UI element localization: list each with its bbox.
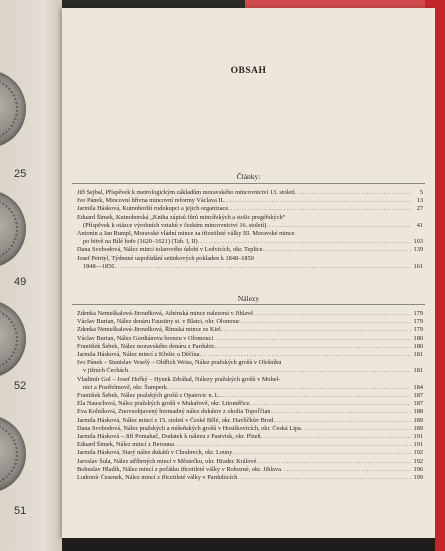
toc-page-number: 5 — [419, 189, 423, 196]
toc-entry — [77, 335, 423, 343]
toc-page-number: 179 — [413, 326, 423, 334]
dot-leader — [240, 318, 411, 326]
toc-entry-text: 1848—1850 — [83, 262, 115, 270]
toc-entry — [77, 384, 423, 392]
toc-page-number: 103 — [413, 238, 423, 246]
dot-leader — [256, 458, 411, 466]
dot-leader — [232, 449, 411, 457]
toc-entry-text: Zdenka Nemeškalová-Jiroudková, Athénská mince nalezená v Jihlavě — [77, 310, 254, 317]
toc-entry — [77, 441, 423, 449]
dot-leader — [220, 392, 411, 400]
toc-page-number: 184 — [413, 383, 423, 391]
toc-entry-text: Václav Burian, Nález denáru Faustiny st. v Blatci, okr. Olomouc — [77, 318, 240, 326]
toc-entry — [77, 400, 423, 408]
dot-leader — [261, 433, 411, 441]
facing-page — [0, 0, 62, 551]
section-heading-articles: Články: — [236, 172, 261, 181]
toc-entry-text: Ivo Pánek, Mincovní hřivna mincovní reformy Václava II. — [77, 197, 225, 205]
toc-entry-text: Jaroslav Šula, Nález stříbrných mincí v Městečku, okr. Hradec Králové — [77, 457, 257, 465]
toc-entry — [77, 343, 423, 351]
coin-image — [0, 70, 26, 148]
toc-entry — [77, 246, 423, 254]
toc-entry — [77, 376, 423, 384]
toc-page-number: 27 — [416, 205, 423, 213]
toc-entry — [77, 318, 423, 326]
dot-leader — [295, 189, 411, 197]
divider — [72, 304, 425, 305]
toc-page-number: 192 — [413, 449, 423, 457]
toc-page-number: 139 — [413, 246, 423, 254]
toc-entry-text: Antonín a Jan Rumpl, Moravské vládní mince za třicetileté války III. Moravské mince — [77, 230, 295, 238]
plate-number: 51 — [14, 505, 27, 517]
dot-leader — [199, 351, 411, 359]
page-bottom-shadow — [62, 538, 435, 551]
dot-leader — [301, 425, 411, 433]
toc-entry-text: Jarmila Hásková, Nález mincí z Křešic u Děčína — [77, 351, 200, 359]
toc-entry-text: Zdenka Nemeškalová-Jiroudková, Římská mince ze Kiel — [77, 326, 221, 334]
toc-page-number: 187 — [413, 392, 423, 400]
toc-entry — [77, 433, 423, 441]
toc-page-number: 191 — [413, 433, 423, 441]
dot-leader — [174, 441, 411, 449]
toc-entry — [77, 326, 423, 334]
toc-page-number: 189 — [413, 416, 423, 424]
plate-number: 25 — [14, 168, 27, 180]
toc-entry-text: Dana Svobodová, Nález pražských a míšeňských grošů v Hostíkovicích, okr. Česká Lípa — [77, 424, 301, 432]
contents-page — [62, 8, 435, 538]
dot-leader — [128, 367, 411, 375]
toc-page-number: 179 — [413, 318, 423, 326]
toc-page-number: 196 — [413, 465, 423, 473]
toc-entry — [77, 214, 423, 222]
toc-entry-text: Ela Nauschová, Nález pražských grošů v Mukařově, okr. Litoměřice — [77, 400, 250, 408]
coin-image — [0, 300, 26, 378]
toc-entry — [77, 189, 423, 197]
toc-entry-text: Eva Kolníková, Znovuobjavený hromadný nález dukátov z okolia Topoľčian — [77, 408, 271, 416]
dot-leader — [266, 222, 411, 230]
toc-entry-text: Josef Petrtyl, Týdenné uspořádání setinkových pokladen k 1848–1850 — [77, 254, 254, 262]
toc-entry — [77, 458, 423, 466]
dot-leader — [198, 238, 411, 246]
toc-entry — [77, 392, 423, 400]
plate-number: 49 — [14, 276, 27, 288]
toc-entry — [77, 359, 423, 367]
dot-leader — [237, 474, 411, 482]
dot-leader — [281, 466, 411, 474]
dot-leader — [215, 343, 411, 351]
toc-entry — [77, 351, 423, 359]
toc-entry — [77, 255, 423, 263]
toc-finds — [77, 310, 423, 482]
toc-entry-text: Vladimír Gol – Josef Hořký – Hynek Zdráhal, Nálezy pražských grošů v Mohel- — [77, 375, 281, 383]
toc-entry — [77, 466, 423, 474]
toc-entry — [77, 263, 423, 271]
toc-page-number: 180 — [413, 334, 423, 342]
toc-entry — [77, 197, 423, 205]
toc-entry-text: František Šebek, Nález moravského denáru z Pardubic — [77, 342, 215, 350]
toc-page-number: 179 — [413, 310, 423, 317]
toc-page-number: 161 — [413, 262, 423, 270]
toc-entry-text: Ludomír Česenek, Nález mincí z třicetileté války v Pardubicích — [77, 474, 238, 482]
dot-leader — [270, 408, 411, 416]
toc-entry-text: (Příspěvek k otázce výrobních vztahů v českém mincovnictví 16. století) — [83, 221, 267, 229]
toc-page-number: 181 — [413, 351, 423, 359]
toc-entry-text: Jarmila Hásková, Nález mincí z 15. století v České Bělé, okr. Havlíčkův Brod — [77, 416, 274, 424]
toc-entry — [77, 222, 423, 230]
toc-entry — [77, 408, 423, 416]
toc-page-number: 13 — [416, 197, 423, 205]
toc-entry-text: nici a Postřelmově, okr. Šumperk — [83, 383, 167, 391]
dot-leader — [253, 310, 411, 318]
toc-page-number: 189 — [413, 424, 423, 432]
toc-entry — [77, 425, 423, 433]
toc-page-number: 191 — [413, 441, 423, 449]
toc-entry — [77, 310, 423, 318]
toc-entry — [77, 474, 423, 482]
divider — [72, 183, 425, 184]
dot-leader — [263, 246, 412, 254]
dot-leader — [114, 263, 411, 271]
toc-entry-text: v jižních Čechách — [83, 367, 129, 375]
toc-entry-text: František Šebek, Nález pražských grošů z Opatovic n. L. — [77, 392, 221, 400]
toc-entry-text: Jiří Sejbal, Příspěvek k metrologickým základům moravského mincovnictví 13. století — [77, 189, 295, 196]
toc-page-number: 199 — [413, 474, 423, 482]
toc-entry-text: Václav Burian, Nález Gordiánova bronzu v Olomouci — [77, 334, 214, 342]
toc-entry-text: Jarmila Hásková, Starý nález dukátů v Chrabrech, okr. Louny — [77, 449, 233, 457]
dot-leader — [167, 384, 411, 392]
toc-page-number: 188 — [413, 408, 423, 416]
section-heading-finds: Nálezy — [237, 294, 260, 303]
toc-entry — [77, 205, 423, 213]
toc-entry-text: Jarmila Hásková – Jiří Pomahač, Dodatek k nálezu z Pastvisk, okr. Plzeň — [77, 433, 261, 441]
toc-entry-text: Dana Svobodová, Nález mincí tolarového údobí v Ledvicích, okr. Teplice — [77, 246, 263, 254]
plate-number: 52 — [14, 380, 27, 392]
toc-entry — [77, 367, 423, 375]
toc-entry-text: Ivo Pánek – Stanislav Veselý – Oldřich Weiss, Nález pražských grošů v Olešníku — [77, 359, 282, 367]
toc-page-number: 41 — [416, 221, 423, 229]
dot-leader — [224, 197, 411, 205]
toc-entry — [77, 238, 423, 246]
toc-page-number: 180 — [413, 342, 423, 350]
dot-leader — [221, 326, 411, 334]
toc-entry — [77, 230, 423, 238]
toc-entry-text: Eduard Šimek, Nález mincí z Berouna — [77, 441, 174, 449]
dot-leader — [250, 400, 411, 408]
toc-entry — [77, 449, 423, 457]
toc-entry-text: po bitvě na Bílé hoře (1620–1621) (Tab. I, II) — [83, 238, 198, 246]
toc-entry-text: Jarmila Hásková, Kutnohorští rudokupci a jejich organizace — [77, 205, 229, 213]
dot-leader — [213, 335, 411, 343]
toc-page-number: 181 — [413, 367, 423, 375]
coin-image — [0, 415, 26, 493]
red-cover-edge — [245, 0, 445, 8]
toc-page-number: 187 — [413, 400, 423, 408]
toc-entry-text: Eduard Šimek, Kutnohorská „Kniha zápisů fůrů mincířských a stolic pregéřských“ — [77, 213, 286, 221]
toc-entry-text: Bohuslav Hladík, Nález mincí z počátku třicetileté války v Rohozné, okr. Jihlava — [77, 465, 281, 473]
page-title: OBSAH — [230, 66, 267, 76]
toc-page-number: 192 — [413, 457, 423, 465]
toc-articles — [77, 189, 423, 271]
dot-leader — [228, 205, 411, 213]
coin-image — [0, 190, 26, 268]
toc-entry — [77, 417, 423, 425]
dot-leader — [273, 417, 411, 425]
